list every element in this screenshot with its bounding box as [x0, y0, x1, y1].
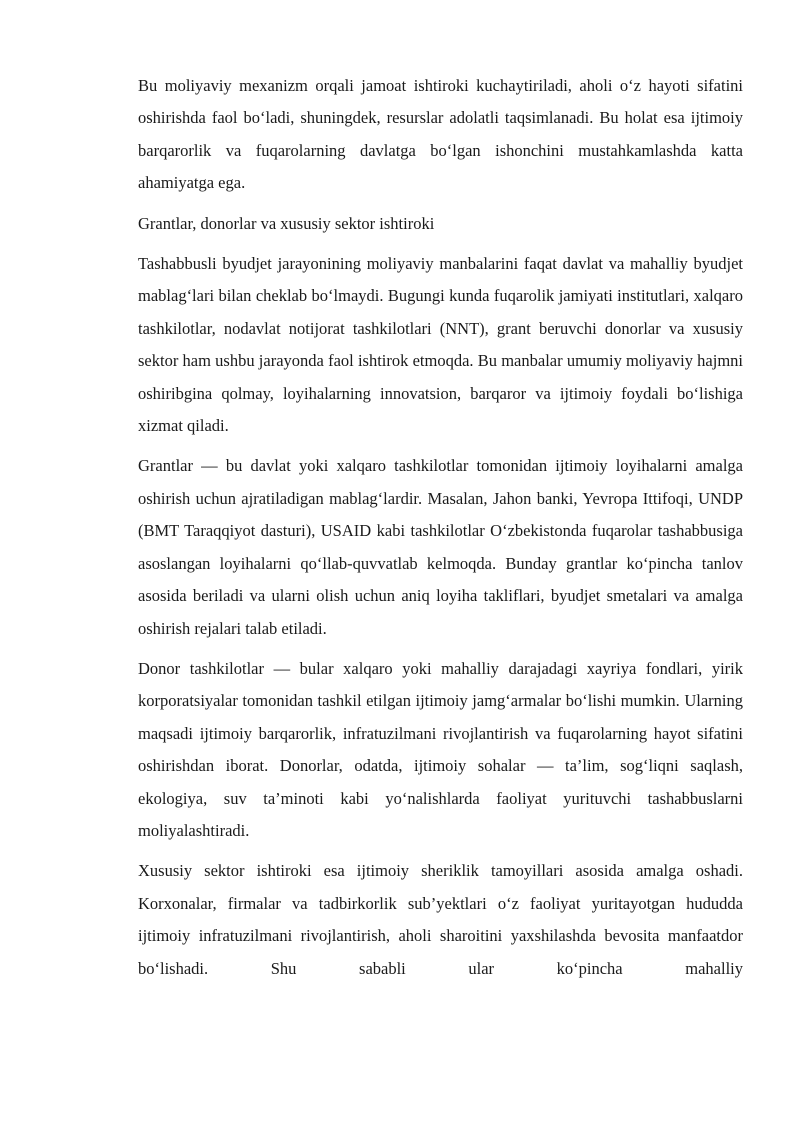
paragraph-donors: Donor tashkilotlar — bular xalqaro yoki mahalliy darajadagi xayriya fondlari, yirik korporatsiyalar tomonidan tashkil etilgan ijtimoiy jamg‘armalar bo‘lishi mumkin. Ularning maqsadi ijtimoiy barqarorlik, infratuzilmani rivojlantirish va fuqarolarning hayot sifatini oshirishdan iborat. Donorlar, odatda, ijtimoiy sohalar — ta’lim, sog‘liqni saqlash, ekologiya, suv ta’minoti kabi yo‘nalishlarda faoliyat yurituvchi tashabbuslarni moliyalashtiradi. — [138, 658, 743, 840]
document-body — [138, 70, 743, 993]
paragraph-grants: Grantlar — bu davlat yoki xalqaro tashkilotlar tomonidan ijtimoiy loyihalarni amalga oshirish uchun ajratiladigan mablag‘lardir. Masalan, Jahon banki, Yevropa Ittifoqi, UNDP (BMT Taraqqiyot dasturi), USAID kabi tashkilotlar O‘zbekistonda fuqarolar tashabbusiga asoslangan loyihalarni qo‘llab-quvvatlab kelmoqda. Bunday grantlar ko‘pincha tanlov asosida beriladi va ularni olish uchun aniq loyiha takliflari, byudjet smetalari va amalga oshirish rejalari talab etiladi. — [138, 456, 743, 638]
section-heading: Grantlar, donorlar va xususiy sektor ishtiroki — [138, 213, 435, 233]
paragraph-intro: Bu moliyaviy mexanizm orqali jamoat ishtiroki kuchaytiriladi, aholi o‘z hayoti sifatini oshirishda faol bo‘ladi, shuningdek, resurslar adolatli taqsimlanadi. Bu holat esa ijtimoiy barqarorlik va fuqarolarning davlatga bo‘lgan ishonchini mustahkamlashda katta ahamiyatga ega. — [138, 76, 743, 193]
paragraph-private-sector: Xususiy sektor ishtiroki esa ijtimoiy sheriklik tamoyillari asosida amalga oshadi. Korxonalar, firmalar va tadbirkorlik sub’yektlari o‘z faoliyat yuritayotgan hududda ijtimoiy infratuzilmani rivojlantirish, aholi sharoitini yaxshilashda bevosita manfaatdor bo‘lishadi. Shu sababli ular ko‘pincha mahalliy — [138, 861, 743, 978]
paragraph-funding-sources: Tashabbusli byudjet jarayonining moliyaviy manbalarini faqat davlat va mahalliy byudjet mablag‘lari bilan cheklab bo‘lmaydi. Bugungi kunda fuqarolik jamiyati institutlari, xalqaro tashkilotlar, nodavlat notijorat tashkilotlari (NNT), grant beruvchi donorlar va xususiy sektor ham ushbu jarayonda faol ishtirok etmoqda. Bu manbalar umumiy moliyaviy hajmni oshiribgina qolmay, loyihalarning innovatsion, barqaror va ijtimoiy foydali bo‘lishiga xizmat qiladi. — [138, 254, 743, 436]
